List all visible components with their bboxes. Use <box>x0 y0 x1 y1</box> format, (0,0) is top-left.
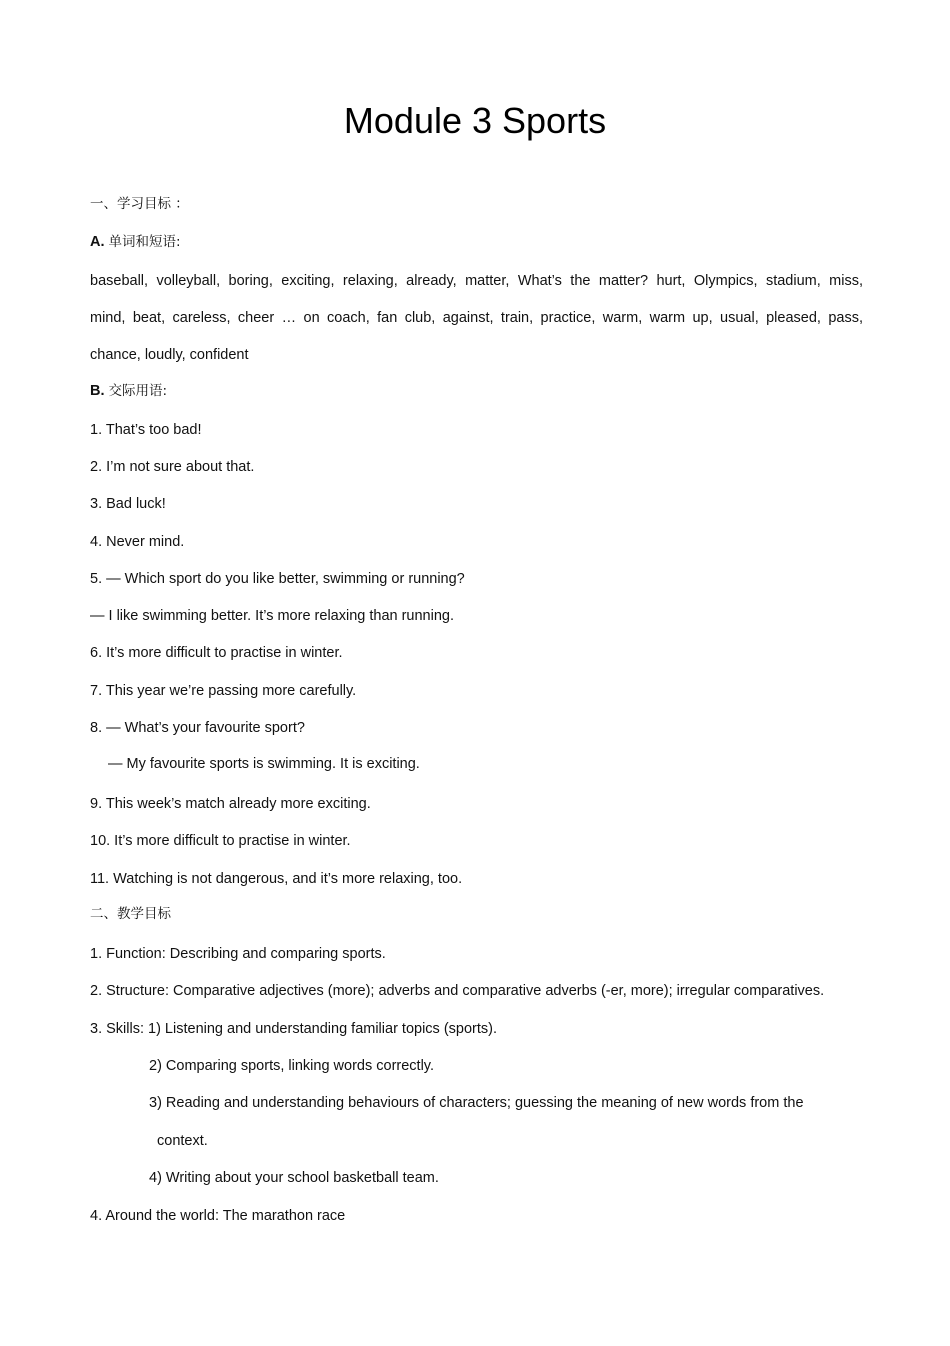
goal-subitem: 2) Comparing sports, linking words correctly. <box>149 1058 434 1074</box>
vocabulary-line: baseball, volleyball, boring, exciting, relaxing, already, matter, What’s the matter? hurt, Olympics, stadium, miss, <box>90 273 863 289</box>
part-a-title: 单词和短语: <box>108 234 181 250</box>
expression-item: 1. That’s too bad! <box>90 422 202 438</box>
expression-item: 2. I’m not sure about that. <box>90 459 255 475</box>
goal-subitem: 4) Writing about your school basketball team. <box>149 1170 439 1186</box>
expression-item: — I like swimming better. It’s more relaxing than running. <box>90 608 455 624</box>
vocabulary-line: chance, loudly, confident <box>90 347 249 363</box>
section-heading-teaching-goals: 二、教学目标 <box>90 906 171 922</box>
expression-item: 11. Watching is not dangerous, and it’s more relaxing, too. <box>90 871 463 887</box>
expression-item: 5. — Which sport do you like better, swimming or running? <box>90 571 465 587</box>
expression-item: — My favourite sports is swimming. It is exciting. <box>108 756 420 772</box>
expression-item: 6. It’s more difficult to practise in winter. <box>90 645 343 661</box>
goal-item: 2. Structure: Comparative adjectives (more); adverbs and comparative adverbs (-er, more); irregular comparatives. <box>90 983 825 999</box>
section-heading-learning-goals: 一、学习目标 ： <box>90 196 189 212</box>
page-title: Module 3 Sports <box>343 100 607 141</box>
goal-item: 1. Function: Describing and comparing sports. <box>90 946 386 962</box>
part-b-title: 交际用语: <box>108 383 168 399</box>
part-a-label: A. <box>90 234 105 250</box>
goal-subitem: context. <box>157 1133 208 1149</box>
goal-item: 4. Around the world: The marathon race <box>90 1208 346 1224</box>
part-b-heading <box>90 382 167 400</box>
expression-item: 3. Bad luck! <box>90 496 166 512</box>
expression-item: 4. Never mind. <box>90 534 185 550</box>
part-a-heading <box>90 233 181 251</box>
expression-item: 10. It’s more difficult to practise in winter. <box>90 833 351 849</box>
vocabulary-line: mind, beat, careless, cheer … on coach, fan club, against, train, practice, warm, warm up, usual, pleased, pass, <box>90 310 863 326</box>
expression-item: 8. — What’s your favourite sport? <box>90 720 305 736</box>
goal-item: 3. Skills: 1) Listening and understanding familiar topics (sports). <box>90 1021 497 1037</box>
part-b-label: B. <box>90 383 105 399</box>
expression-item: 7. This year we’re passing more carefully. <box>90 683 357 699</box>
goal-subitem: 3) Reading and understanding behaviours of characters; guessing the meaning of new words from the <box>149 1095 804 1111</box>
expression-item: 9. This week’s match already more exciting. <box>90 796 371 812</box>
